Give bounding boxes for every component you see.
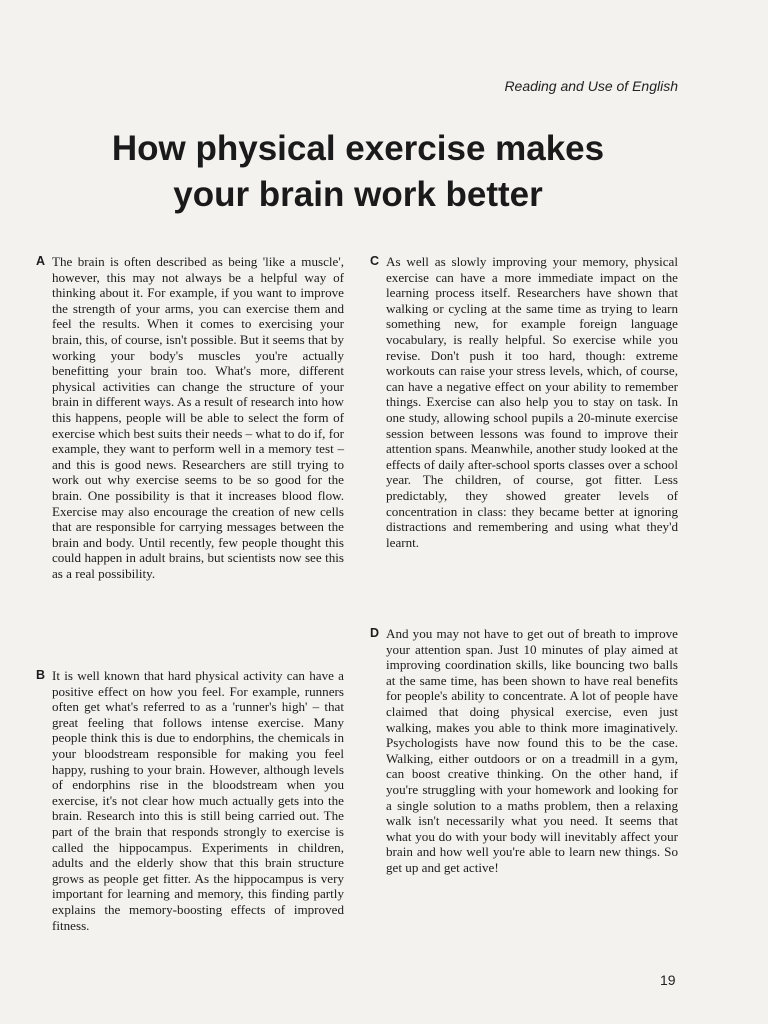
paragraph-a	[36, 254, 344, 581]
title-line-2: your brain work better	[173, 175, 543, 214]
paragraph-text-d: And you may not have to get out of breath to improve your attention span. Just 10 minutes of play aimed at improving coordination skills, like bouncing two balls at the same time, has been shown to have real benefits for people's ability to concentrate. A lot of people have claimed that doing physical exercise, even just walking, makes you able to think more imaginatively. Psychologists have now found this to be the case. Walking, either outdoors or on a treadmill in a gym, can boost creative thinking. On the other hand, if you're struggling with your homework and looking for a single solution to a maths problem, then a relaxing walk isn't necessarily what you need. It seems that what you do with your body will inevitably affect your brain and how well you're able to learn new things. So get up and get active!	[386, 626, 678, 875]
left-column	[36, 254, 344, 933]
paragraph-text-b: It is well known that hard physical activity can have a positive effect on how you feel. For example, runners often get what's referred to as a 'runner's high' – that great feeling that follows intense exercise. Many people think this is due to endorphins, the chemicals in your bloodstream responsible for making you feel happy, rushing to your brain. However, although levels of endorphins rise in the bloodstream when you exercise, it's not clear how much actually gets into the brain. Research into this is still being carried out. The part of the brain that responds strongly to exercise is called the hippocampus. Experiments in children, adults and the elderly show that this brain structure grows as people get fitter. As the hippocampus is very important for learning and memory, this finding partly explains the memory-boosting effects of improved fitness.	[52, 668, 344, 933]
page-number: 19	[660, 972, 676, 988]
paragraph-b	[36, 668, 344, 933]
paragraph-letter-b: B	[36, 668, 46, 682]
paragraph-c	[370, 254, 678, 550]
paragraph-d	[370, 626, 678, 876]
paragraph-text-c: As well as slowly improving your memory, physical exercise can have a more immediate impact on the learning process itself. Researchers have shown that walking or cycling at the same time as trying to learn something new, for example foreign language vocabulary, is really helpful. So exercise while you revise. Don't push it too hard, though: extreme workouts can raise your stress levels, which, of course, can have a negative effect on your ability to remember things. Exercise can also help you to stay on task. In one study, allowing school pupils a 20-minute exercise session between lessons was found to improve their attention spans. Meanwhile, another study looked at the effects of daily after-school sports classes over a school year. The children, of course, got fitter. Less predictably, they showed greater levels of concentration in class: they became better at ignoring distractions and remembering and using what they'd learnt.	[386, 254, 678, 550]
paragraph-text-a: The brain is often described as being 'like a muscle', however, this may not always be a helpful way of thinking about it. For example, if you want to improve the strength of your arms, you can exercise them and feel the results. When it comes to exercising your brain, this, of course, isn't possible. But it seems that by working your body's muscles you're actually benefitting your brain too. What's more, different physical activities can change the structure of your brain in different ways. As a result of research into how this happens, people will be able to select the form of exercise which best suits their needs – what to do if, for example, they want to perform well in a memory test – and this is good news. Researchers are still trying to work out why exercise seems to be so good for the brain. One possibility is that it increases blood flow. Exercise may also encourage the creation of new cells that are responsible for carrying messages between the brain and body. Until recently, few people thought this could happen in adult brains, but scientists now see this as a real possibility.	[52, 254, 344, 581]
paragraph-letter-a: A	[36, 254, 46, 268]
article-title	[0, 126, 716, 218]
right-column	[370, 254, 678, 875]
section-header: Reading and Use of English	[504, 78, 678, 94]
paragraph-letter-d: D	[370, 626, 380, 640]
paragraph-letter-c: C	[370, 254, 380, 268]
title-line-1: How physical exercise makes	[111, 129, 605, 168]
